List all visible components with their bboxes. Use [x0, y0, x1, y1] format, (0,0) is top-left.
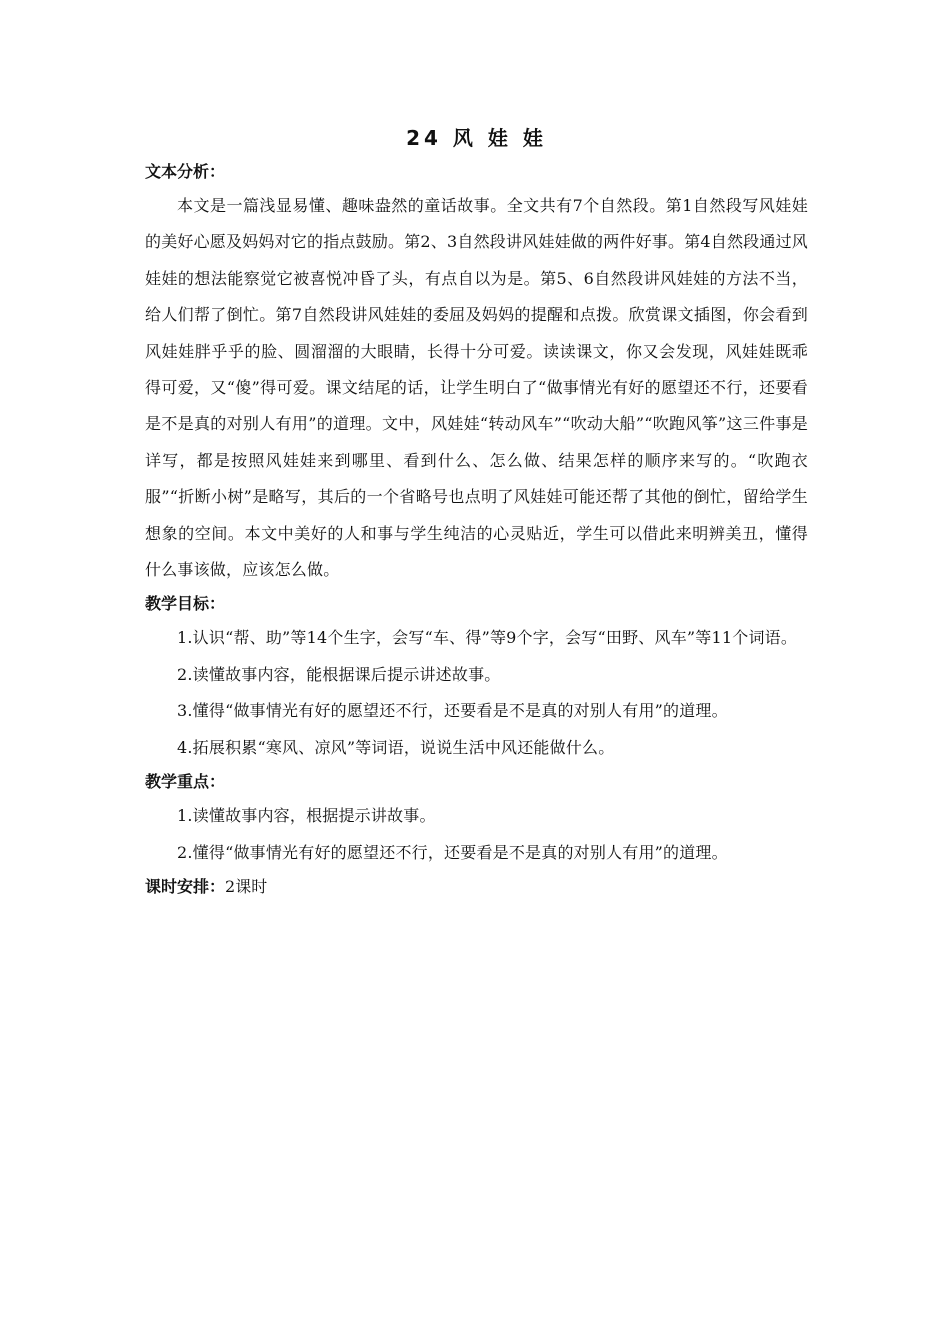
schedule-value: 2课时	[225, 876, 268, 896]
goal-item-4: 4.拓展积累“寒风、凉风”等词语，说说生活中风还能做什么。	[177, 737, 615, 757]
goal-item-1: 1.认识“帮、助”等14个生字，会写“车、得”等9个字，会写“田野、风车”等11个词语。	[177, 628, 798, 648]
goals-heading: 教学目标：	[145, 594, 226, 614]
keypoint-item-2: 2.懂得“做事情光有好的愿望还不行，还要看是不是真的对别人有用”的道理。	[177, 842, 728, 862]
analysis-paragraph: 本文是一篇浅显易懂、趣味盎然的童话故事。全文共有7个自然段。第1自然段写风娃娃的美好心愿及妈妈对它的指点鼓励。第2、3自然段讲风娃娃做的两件好事。第4自然段通过风娃娃的想法能察觉它被喜悦冲昏了头，有点自以为是。第5、6自然段讲风娃娃的方法不当，给人们帮了倒忙。第7自然段讲风娃娃的委屈及妈妈的提醒和点拨。欣赏课文插图，你会看到风娃娃胖乎乎的脸、圆溜溜的大眼睛，长得十分可爱。读读课文，你又会发现，风娃娃既乖得可爱，又“傻”得可爱。课文结尾的话，让学生明白了“做事情光有好的愿望还不行，还要看是不是真的对别人有用”的道理。文中，风娃娃“转动风车”“吹动大船”“吹跑风筝”这三件事是详写，都是按照风娃娃来到哪里、看到什么、怎么做、结果怎样的顺序来写的。“吹跑衣服”“折断小树”是略写，其后的一个省略号也点明了风娃娃可能还帮了其他的倒忙，留给学生想象的空间。本文中美好的人和事与学生纯洁的心灵贴近，学生可以借此来明辨美丑，懂得什么事该做，应该怎么做。	[145, 196, 808, 580]
lesson-title: 24 风 娃 娃	[406, 126, 547, 150]
schedule-label: 课时安排：	[145, 876, 226, 896]
analysis-heading: 文本分析：	[145, 162, 226, 181]
schedule-line	[145, 871, 808, 903]
goal-item-3: 3.懂得“做事情光有好的愿望还不行，还要看是不是真的对别人有用”的道理。	[177, 701, 728, 721]
goal-item-2: 2.读懂故事内容，能根据课后提示讲述故事。	[177, 664, 501, 684]
keypoint-item-1: 1.读懂故事内容，根据提示讲故事。	[177, 806, 436, 826]
keypoints-heading: 教学重点：	[145, 772, 226, 792]
document-page	[145, 120, 808, 903]
